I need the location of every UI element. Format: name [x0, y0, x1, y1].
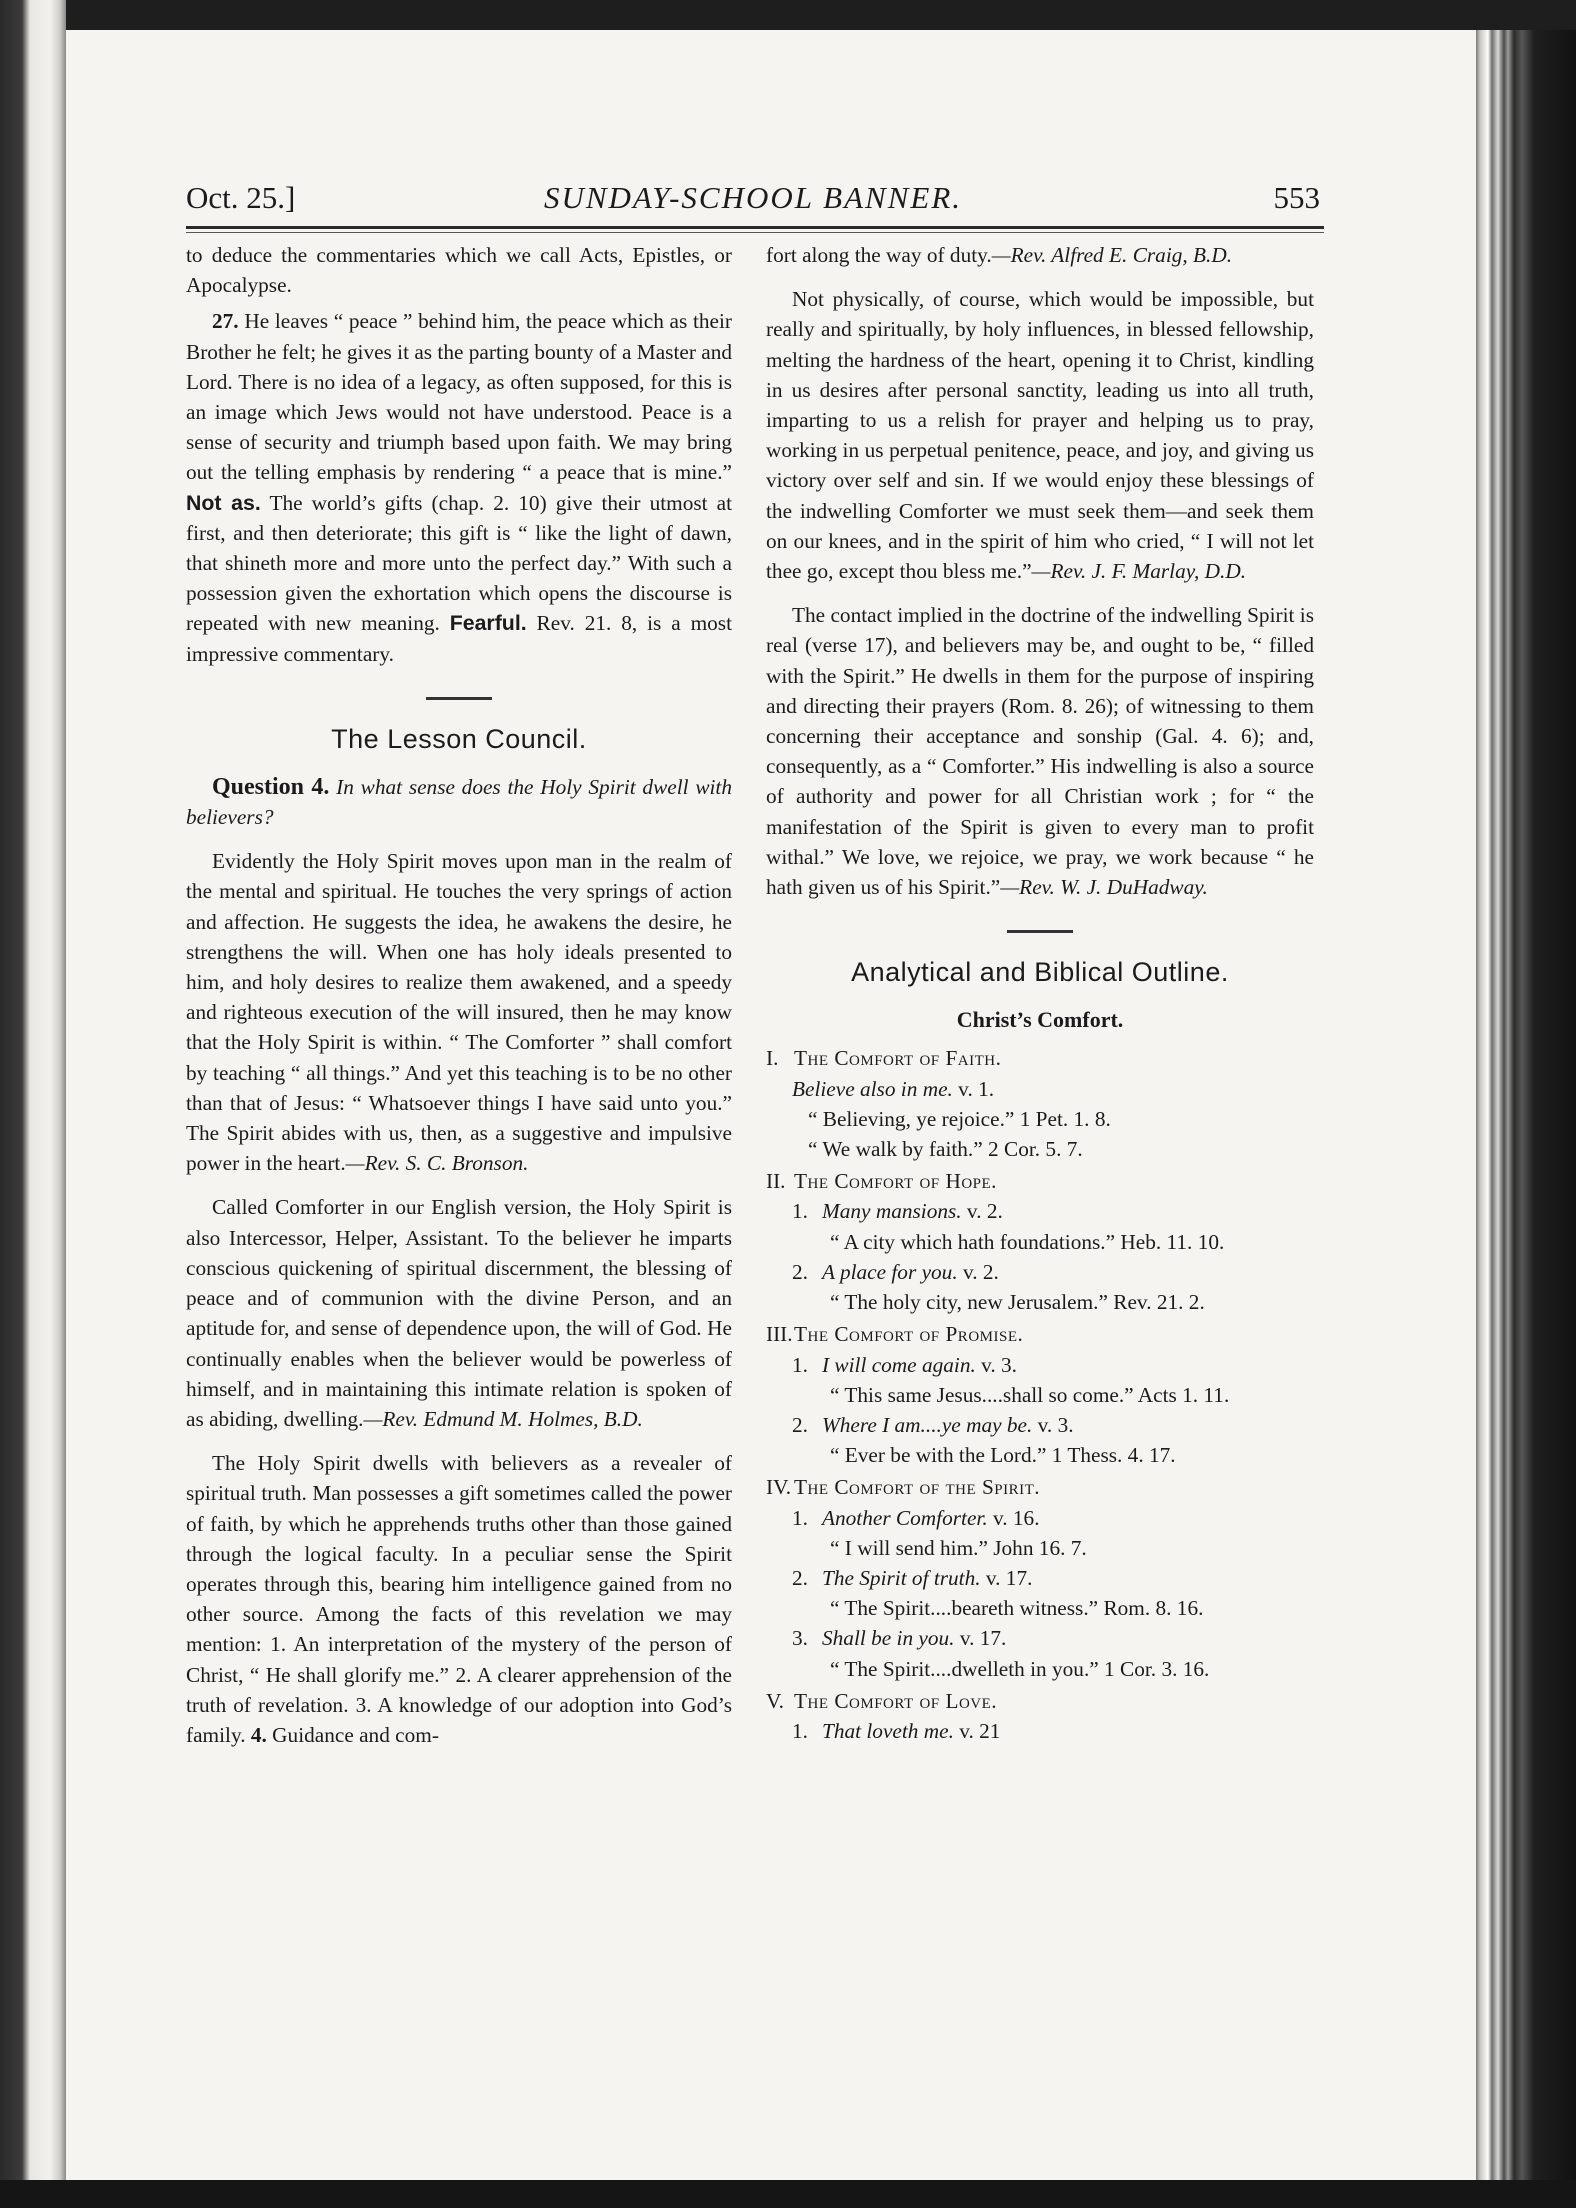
verse-ref: v. 17. [980, 1565, 1033, 1590]
outline-heading [766, 1472, 1314, 1502]
item-number: 2. [792, 1565, 808, 1590]
roman-numeral: IV. [766, 1475, 792, 1500]
item-number: 1. [792, 1199, 808, 1224]
paragraph-27 [186, 306, 732, 668]
outline-title: The Comfort of Promise. [794, 1322, 1024, 1347]
header-date: Oct. 25.] [186, 180, 296, 215]
text: Not physically, of course, which would be impossible, but really and spiritually, by holy influences, in blessed fellowship, melting the hardness of the heart, opening it to Christ, kindling in us desires after personal sanctity, leading us into all truth, imparting to us a relish for prayer and helping us to pray, working in us perpetual penitence, peace, and joy, and giving us victory over self and sin. If we would enjoy these blessings of the indwelling Comforter we must seek them—and seek them on our knees, and in the spirit of him who cried, “ I will not let thee go, except thou bless me.” [766, 287, 1314, 584]
verse-ref: v. 16. [987, 1505, 1040, 1530]
outline-heading [766, 1319, 1314, 1349]
outline-item [766, 1716, 1314, 1746]
section-heading: The Lesson Council. [331, 723, 587, 754]
item-text: Many mansions. [822, 1199, 962, 1224]
author: —Rev. Edmund M. Holmes, B.D. [363, 1406, 643, 1431]
verse-ref: v. 1. [952, 1076, 995, 1101]
item-text: I will come again. [822, 1352, 976, 1377]
outline-quote: “ I will send him.” John 16. 7. [830, 1535, 1087, 1560]
text: Evidently the Holy Spirit moves upon man in the realm of the mental and spiritual. He touches the very springs of action and affection. He suggests the idea, he awakens the desire, he strengthens the will. When one has holy ideals presented to him, and holy desires to realize them awakened, and a speedy and righteous execution of the will insured, then he may know that the Holy Spirit is within. “ The Comforter ” shall comfort by teaching “ all things.” And yet this teaching is to be no other than that of Jesus: “ Whatsoever things I have said unto you.” The Spirit abides with us, then, as a suggestive and impulsive power in the heart. [186, 849, 732, 1176]
text: He leaves “ peace ” behind him, the peace which as their Brother he felt; he gives it as the parting bounty of a Master and Lord. There is no idea of a legacy, as often supposed, for this is an image which Jews would not have understood. Peace is a sense of security and triumph based upon faith. We may bring out the telling emphasis by rendering “ a peace that is mine.” [186, 309, 732, 485]
answer-paragraph [186, 1448, 732, 1750]
item-text: Another Comforter. [822, 1505, 988, 1530]
outline-item [766, 1410, 1314, 1440]
right-column [766, 240, 1314, 1746]
outline-item [766, 1257, 1314, 1287]
outline [766, 1043, 1314, 1746]
item-text: That loveth me. [822, 1718, 954, 1743]
question [186, 772, 732, 832]
outline-quote: “ A city which hath foundations.” Heb. 11. 10. [830, 1229, 1225, 1254]
outline-title: The Comfort of the Spirit. [794, 1475, 1041, 1500]
verse-ref: v. 3. [975, 1352, 1018, 1377]
verse-ref: v. 17. [954, 1626, 1007, 1651]
header-rule [186, 226, 1324, 229]
verse-ref: v. 3. [1032, 1412, 1074, 1437]
bold-term: Fearful. [449, 611, 527, 636]
outline-heading [766, 1043, 1314, 1073]
text: Rev. 21. 8, is a most impressive commentary. [186, 611, 732, 666]
answer-paragraph [186, 846, 732, 1178]
text: fort along the way of duty. [766, 243, 992, 267]
item-text: Shall be in you. [822, 1626, 955, 1651]
outline-quote: “ Ever be with the Lord.” 1 Thess. 4. 17. [830, 1443, 1176, 1468]
header-rule-thin [186, 232, 1324, 233]
outline-title: The Comfort of Faith. [794, 1046, 1002, 1071]
roman-numeral: I. [766, 1046, 779, 1071]
outline-item [766, 1623, 1314, 1653]
verse-ref: v. 21 [953, 1718, 1001, 1743]
answer-paragraph [766, 600, 1314, 902]
text: The world’s gifts (chap. 2. 10) give their utmost at first, and then deteriorate; this gift is “ like the light of dawn, that shineth more and more unto the perfect day.” With such a possession given the exhortation which opens the discourse is repeated with new meaning. [186, 490, 732, 636]
roman-numeral: V. [766, 1688, 784, 1713]
outline-heading [766, 1166, 1314, 1196]
running-header [186, 176, 1320, 220]
text: The contact implied in the doctrine of the indwelling Spirit is real (verse 17), and believers may be, and ought to be, “ filled with the Spirit.” He dwells in them for the purpose of inspiring and directing their prayers (Rom. 8. 26); of witnessing to them concerning their acceptance and sonship (Gal. 4. 6); and, consequently, as a “ Comforter.” His indwelling is also a source of authority and power for all Christian work ; for “ the manifestation of the Spirit is given to every man to profit withal.” We love, we rejoice, we pray, we work because “ he hath given us of his Spirit.” [766, 603, 1314, 900]
outline-quote: “ The holy city, new Jerusalem.” Rev. 21. 2. [830, 1290, 1205, 1315]
list-number: 4. [250, 1722, 267, 1747]
author: —Rev. J. F. Marlay, D.D. [1031, 559, 1247, 584]
paragraph-continued [766, 240, 1314, 270]
header-title: SUNDAY-SCHOOL BANNER. [543, 180, 963, 215]
question-label: Question 4. [212, 773, 330, 800]
outline-quote: “ This same Jesus....shall so come.” Acts 1. 11. [830, 1382, 1230, 1407]
outline-heading [766, 1686, 1314, 1716]
item-number: 2. [792, 1412, 808, 1437]
text: The Holy Spirit dwells with believers as a revealer of spiritual truth. Man possesses a gift sometimes called the power of faith, by which he apprehends truths other than those gained through the logical faculty. In a peculiar sense the Spirit operates through this, bearing him intelligence gained from no other source. Among the facts of this revelation we may mention: 1. An interpretation of the mystery of the person of Christ, “ He shall glorify me.” 2. A clearer apprehension of the truth of revelation. 3. A knowledge of our adoption into God’s family. [186, 1451, 732, 1747]
author: —Rev. S. C. Bronson. [345, 1151, 529, 1176]
text: Called Comforter in our English version, the Holy Spirit is also Intercessor, Helper, Assistant. To the believer he imparts conscious quickening of spiritual discernment, the blessing of peace and of communion with the divine Person, and an aptitude for, and sense of dependence upon, the will of God. He continually enables when the believer would be powerless of himself, and in maintaining this intimate relation is spoken of as abiding, dwelling. [186, 1195, 732, 1431]
paragraph-continued [186, 240, 732, 300]
outline-item [766, 1350, 1314, 1380]
item-number: 1. [792, 1352, 808, 1377]
left-page-edge [0, 0, 66, 2208]
text: Guidance and com- [266, 1722, 439, 1747]
outline-item [766, 1196, 1314, 1226]
outline-title: The Comfort of Love. [794, 1688, 998, 1713]
outline-title: The Comfort of Hope. [794, 1169, 998, 1194]
verse-number: 27. [212, 309, 239, 334]
item-number: 1. [792, 1505, 808, 1530]
outline-quote: “ Believing, ye rejoice.” 1 Pet. 1. 8. [808, 1106, 1111, 1131]
verse-ref: v. 2. [957, 1259, 999, 1284]
outline-item [766, 1074, 1314, 1104]
roman-numeral: III. [766, 1322, 793, 1347]
outline-item [766, 1563, 1314, 1593]
item-number: 1. [792, 1718, 808, 1743]
outline-quote: “ We walk by faith.” 2 Cor. 5. 7. [808, 1137, 1083, 1162]
author: —Rev. W. J. DuHadway. [1000, 875, 1208, 900]
scan-border [0, 2180, 1576, 2208]
item-text: Where I am....ye may be. [822, 1412, 1033, 1437]
outline-subtitle: Christ’s Comfort. [956, 1007, 1124, 1033]
outline-item [766, 1503, 1314, 1533]
section-rule [1007, 930, 1073, 933]
item-text: Believe also in me. [792, 1076, 953, 1101]
book-edge [1462, 30, 1576, 2208]
verse-ref: v. 2. [961, 1199, 1003, 1224]
bold-term: Not as. [186, 490, 261, 515]
outline-quote: “ The Spirit....dwelleth in you.” 1 Cor. 3. 16. [830, 1656, 1210, 1681]
outline-quote: “ The Spirit....beareth witness.” Rom. 8. 16. [830, 1596, 1204, 1621]
author: —Rev. Alfred E. Craig, B.D. [991, 243, 1233, 267]
section-rule [426, 697, 492, 700]
roman-numeral: II. [766, 1169, 786, 1194]
item-number: 3. [792, 1626, 808, 1651]
item-text: The Spirit of truth. [822, 1565, 981, 1590]
page-number: 553 [1273, 180, 1320, 215]
question-text: In what sense does the Holy Spirit dwell with believers? [186, 774, 733, 830]
section-heading: Analytical and Biblical Outline. [851, 957, 1229, 988]
item-text: A place for you. [822, 1259, 958, 1284]
item-number: 2. [792, 1259, 808, 1284]
answer-paragraph [186, 1192, 732, 1434]
text: to deduce the commentaries which we call Acts, Epistles, or Apocalypse. [186, 243, 732, 298]
left-column [186, 240, 732, 1750]
answer-paragraph [766, 284, 1314, 586]
